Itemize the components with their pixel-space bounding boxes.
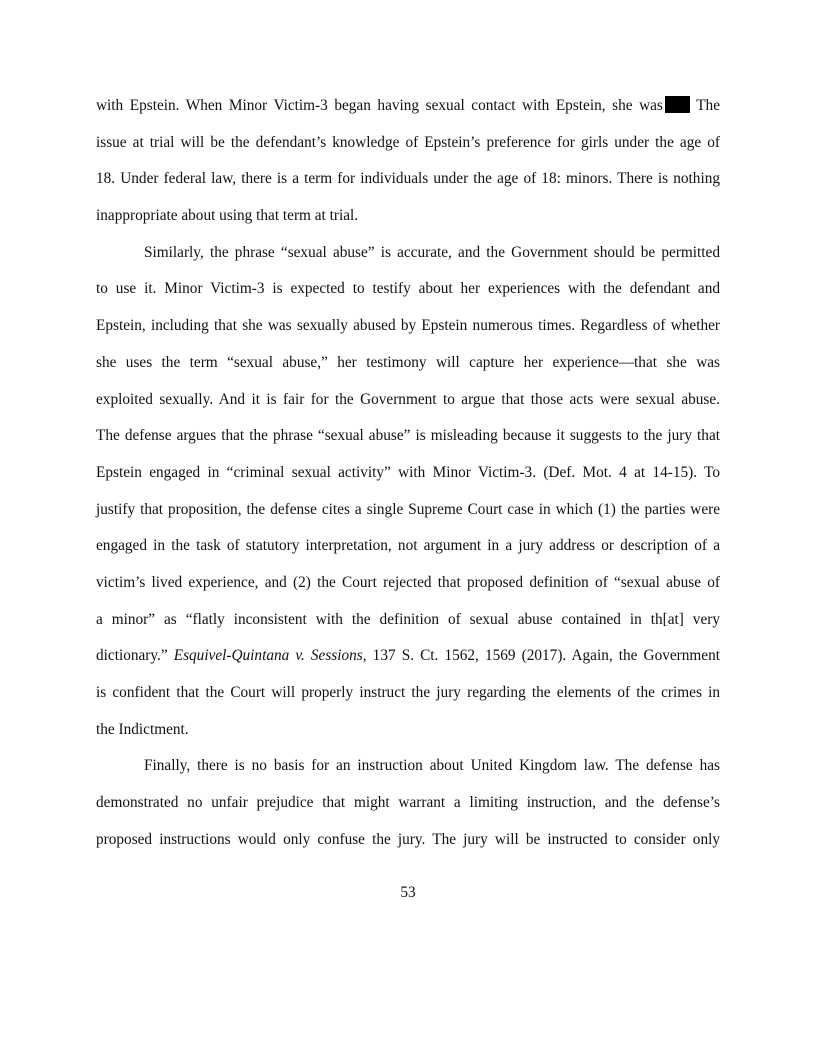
text-line-14: victim’s lived experience, and (2) the Court rejected that proposed definition of “sexual abuse of [96, 573, 720, 591]
page-number: 53 [400, 884, 416, 901]
text-line-10: The defense argues that the phrase “sexual abuse” is misleading because it suggests to the jury that [96, 427, 720, 445]
text-line-1-part-a: with Epstein. When Minor Victim-3 began having sexual contact with Epstein, she was [96, 97, 663, 114]
text-line-18: the Indictment. [96, 720, 189, 738]
text-line-5: Similarly, the phrase “sexual abuse” is accurate, and the Government should be permitted [144, 243, 720, 261]
case-citation: Esquivel-Quintana v. Sessions [173, 647, 363, 665]
text-line-13: engaged in the task of statutory interpretation, not argument in a jury address or description of a [96, 537, 720, 555]
text-line-16 [96, 638, 720, 675]
text-line-1-part-b: The [689, 97, 720, 114]
text-line-1 [96, 88, 720, 125]
text-line-9: exploited sexually. And it is fair for the Government to argue that those acts were sexual abuse. [96, 390, 720, 408]
text-line-4: inappropriate about using that term at trial. [96, 207, 359, 225]
text-line-21: proposed instructions would only confuse the jury. The jury will be instructed to consider only [96, 830, 720, 848]
redaction-box [665, 96, 690, 113]
text-line-2: issue at trial will be the defendant’s knowledge of Epstein’s preference for girls under the age of [96, 133, 720, 151]
text-line-16-part-a: dictionary.” [96, 647, 174, 665]
text-line-7: Epstein, including that she was sexually abused by Epstein numerous times. Regardless of whether [96, 317, 720, 335]
text-line-6: to use it. Minor Victim-3 is expected to testify about her experiences with the defendant and [96, 280, 720, 298]
text-line-19: Finally, there is no basis for an instruction about United Kingdom law. The defense has [144, 757, 720, 775]
text-line-15: a minor” as “flatly inconsistent with the definition of sexual abuse contained in th[at] very [96, 610, 720, 628]
text-line-11: Epstein engaged in “criminal sexual activity” with Minor Victim-3. (Def. Mot. 4 at 14-15). To [96, 463, 720, 481]
text-line-3: 18. Under federal law, there is a term for individuals under the age of 18: minors. There is nothing [96, 170, 720, 188]
document-body [96, 88, 720, 858]
text-line-12: justify that proposition, the defense cites a single Supreme Court case in which (1) the parties were [96, 500, 720, 518]
text-line-16-part-b: , 137 S. Ct. 1562, 1569 (2017). Again, the Government [362, 647, 720, 665]
text-line-17: is confident that the Court will properly instruct the jury regarding the elements of the crimes in [96, 684, 720, 701]
text-line-8: she uses the term “sexual abuse,” her testimony will capture her experience—that she was [96, 353, 720, 371]
text-line-20: demonstrated no unfair prejudice that might warrant a limiting instruction, and the defense’s [96, 794, 720, 812]
